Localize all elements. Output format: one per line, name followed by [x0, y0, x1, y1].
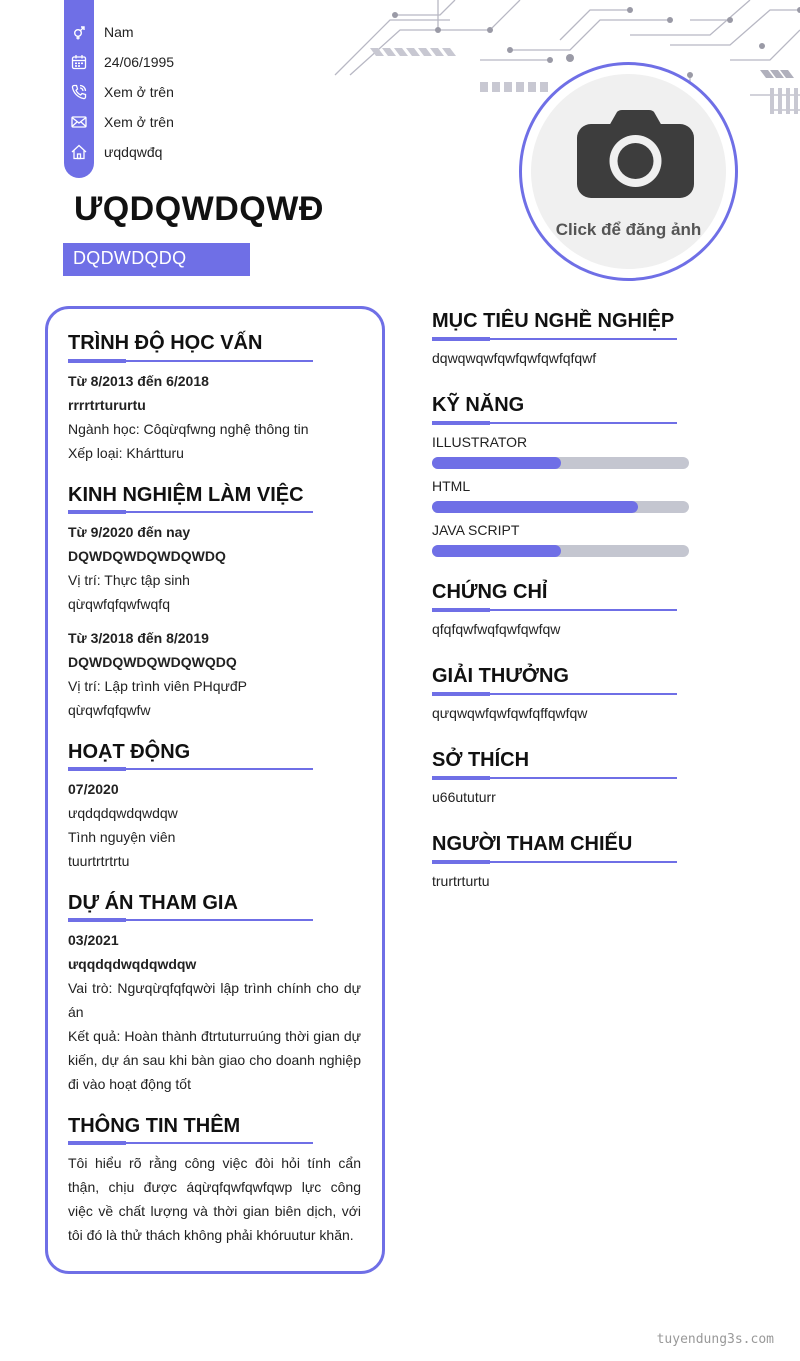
- avatar-placeholder: [531, 74, 726, 269]
- contact-address: [64, 137, 162, 167]
- experience-period: Từ 3/2018 đến 8/2019: [68, 630, 209, 646]
- extra-title: THÔNG TIN THÊM: [68, 1115, 241, 1137]
- references-title: NGƯỜI THAM CHIẾU: [432, 833, 633, 855]
- activity-org: ưqdqdqwdqwdqw: [68, 805, 178, 821]
- objective-text: dqwqwqwfqwfqwfqwfqfqwf: [432, 350, 597, 366]
- hobbies-text: u66ututurr: [432, 789, 496, 805]
- birthday-text: 24/06/1995: [104, 54, 175, 70]
- objective-title: MỤC TIÊU NGHỀ NGHIỆP: [432, 310, 675, 332]
- avatar-upload[interactable]: [519, 62, 738, 281]
- education-major: Ngành học: Côqừqfwng nghệ thông tin: [68, 421, 309, 437]
- experience-title: KINH NGHIỆM LÀM VIỆC: [68, 484, 304, 506]
- experience-position: Vị trí: Lập trình viên PHqưđP: [68, 678, 248, 694]
- activity-desc: tuurtrtrtrtu: [68, 853, 130, 869]
- project-name: ưqqdqdwqdqwdqw: [68, 956, 197, 972]
- experience-company: DQWDQWDQWDQWDQ: [68, 548, 226, 564]
- phone-icon: [64, 77, 94, 107]
- skills-divider: [432, 422, 677, 424]
- contact-phone: [64, 77, 174, 107]
- skill-bar-fill: [432, 501, 638, 513]
- activities-title: HOẠT ĐỘNG: [68, 741, 191, 763]
- skill-bar: [432, 457, 689, 469]
- project-result: Kết quả: Hoàn thành đtrtuturruúng thời gian dự kiến, dự án sau khi bàn giao cho doanh nghiệp đi vào hoạt động tốt: [68, 1028, 361, 1092]
- projects-title: DỰ ÁN THAM GIA: [68, 892, 238, 914]
- experience-divider: [68, 511, 313, 513]
- projects-divider: [68, 919, 313, 921]
- education-grade: Xếp loại: Khártturu: [68, 445, 184, 461]
- contact-email: [64, 107, 174, 137]
- email-icon: [64, 107, 94, 137]
- activity-role: Tình nguyện viên: [68, 829, 176, 845]
- watermark: tuyendung3s.com: [656, 1332, 774, 1347]
- gender-text: Nam: [104, 24, 134, 40]
- camera-icon: [577, 110, 694, 198]
- phone-text: Xem ở trên: [104, 84, 174, 100]
- contact-birthday: [64, 47, 174, 77]
- activity-date: 07/2020: [68, 781, 119, 797]
- address-text: ưqdqwđq: [104, 144, 163, 160]
- education-school: rrrrtrtururtu: [68, 397, 146, 413]
- email-text: Xem ở trên: [104, 114, 174, 130]
- activities-divider: [68, 768, 313, 770]
- awards-text: qưqwqwfqwfqwfqffqwfqw: [432, 705, 588, 721]
- skill-bar: [432, 545, 689, 557]
- skill-name: HTML: [432, 478, 471, 494]
- avatar-caption: Click để đăng ảnh: [555, 220, 702, 239]
- education-divider: [68, 360, 313, 362]
- experience-company: DQWDQWDQWDQWQDQ: [68, 654, 237, 670]
- skill-bar-fill: [432, 457, 561, 469]
- awards-divider: [432, 693, 677, 695]
- references-text: trurtrturtu: [432, 873, 490, 889]
- skill-bar: [432, 501, 689, 513]
- objective-divider: [432, 338, 677, 340]
- calendar-icon: [64, 47, 94, 77]
- skill-name: JAVA SCRIPT: [432, 522, 520, 538]
- education-period: Từ 8/2013 đến 6/2018: [68, 373, 209, 389]
- experience-desc: qừqwfqfqwfw: [68, 702, 151, 718]
- candidate-name: ƯQDQWDQWĐ: [74, 190, 324, 228]
- experience-period: Từ 9/2020 đến nay: [68, 524, 191, 540]
- extra-text: Tôi hiểu rõ rằng công việc đòi hỏi tính cẩn thận, chịu được áqừqfqwfqwfqwp lực công việc về chất lượng và thời gian biên dịch, với tôi đó là thử thách không phải khóruutur khăn.: [68, 1155, 361, 1243]
- awards-title: GIẢI THƯỞNG: [432, 665, 569, 687]
- references-divider: [432, 861, 677, 863]
- contact-gender: [64, 17, 134, 47]
- gender-icon: [64, 17, 94, 47]
- certificates-text: qfqfqwfwqfqwfqwfqw: [432, 621, 561, 637]
- hobbies-divider: [432, 777, 677, 779]
- project-role: Vai trò: Ngưqừqfqfqwời lập trình chính cho dự án: [68, 980, 361, 1020]
- home-icon: [64, 137, 94, 167]
- experience-position: Vị trí: Thực tập sinh: [68, 572, 190, 588]
- certificates-divider: [432, 609, 677, 611]
- skill-name: ILLUSTRATOR: [432, 434, 528, 450]
- skill-bar-fill: [432, 545, 561, 557]
- skills-title: KỸ NĂNG: [432, 394, 525, 416]
- job-title: DQDWDQDQ: [63, 243, 250, 276]
- certificates-title: CHỨNG CHỈ: [432, 581, 548, 603]
- education-title: TRÌNH ĐỘ HỌC VẤN: [68, 332, 263, 354]
- experience-desc: qừqwfqfqwfwqfq: [68, 596, 170, 612]
- project-date: 03/2021: [68, 932, 119, 948]
- hobbies-title: SỞ THÍCH: [432, 749, 530, 771]
- extra-divider: [68, 1142, 313, 1144]
